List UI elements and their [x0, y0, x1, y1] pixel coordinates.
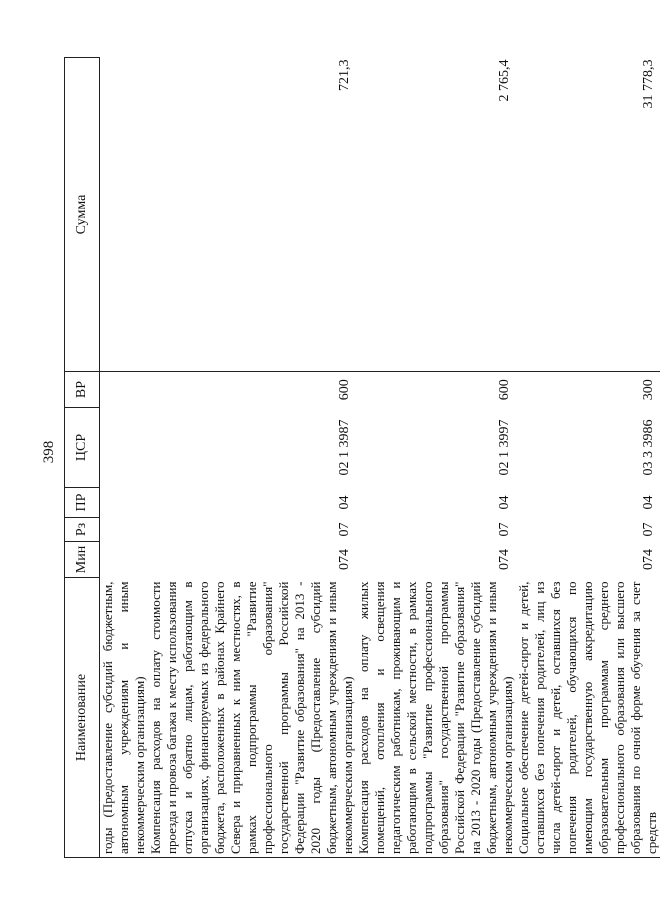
table-header-row: [65, 58, 100, 858]
row-csr: 02 1 3997: [497, 419, 512, 476]
header-name: Наименование: [65, 578, 100, 858]
row-sum: 721,3: [337, 59, 352, 91]
header-vr: ВР: [65, 372, 100, 408]
row-min: 074: [497, 549, 512, 570]
table-row: [100, 58, 149, 858]
row-min: 074: [337, 549, 352, 570]
header-min: Мин: [65, 542, 100, 578]
table-row: [516, 58, 660, 858]
row-pr: [100, 488, 149, 518]
row-csr: 02 1 3987: [337, 419, 352, 476]
row-name-cell: [356, 578, 516, 858]
row-csr: 03 3 3986: [641, 419, 656, 476]
row-pr: 04: [497, 495, 512, 510]
row-vr: 600: [356, 372, 516, 408]
row-pr: 04: [641, 495, 656, 510]
row-sum: 31 778,3: [641, 59, 656, 109]
row-sum: [100, 58, 149, 372]
row-pr: 04: [337, 495, 352, 510]
row-name: Компенсация расходов на оплату стоимости проезда и провоза багажа к месту использования отпуска и обратно лицам, работающим в организациях, финансируемых из федерального бюджета, расположенных в районах Крайнего Севера и приравненных к ним местностях, в рамках подпрограммы "Развитие профессионального образования" государственной программы Российской Федерации "Развитие образования" на 2013 - 2020 годы (Предоставление субсидий бюджетным, автономным учреждениям и иным некоммерческим организациям): [148, 581, 355, 854]
header-pr: ПР: [65, 488, 100, 518]
header-sum: Сумма: [65, 58, 100, 372]
row-name-cell: [148, 578, 356, 858]
row-name: Социальное обеспечение детей-сирот и детей, оставшихся без попечения родителей, лиц из числа детей-сирот и детей, оставшихся без попечения родителей, обучающихся по имеющим государственную аккредитацию образовательным программам среднего профессионального образования или высшего образования по очной форме обучения за счет средств: [516, 581, 659, 854]
row-name: годы (Предоставление субсидий бюджетным, автономным учреждениям и иным некоммерческим организациям): [100, 581, 147, 854]
row-vr: 300: [516, 372, 660, 408]
row-rz: 07: [497, 522, 512, 537]
row-min: [100, 542, 149, 578]
row-name-cell: [100, 578, 149, 858]
budget-table: [64, 57, 660, 858]
row-name-cell: [516, 578, 660, 858]
row-name: Компенсация расходов на оплату жилых помещений, отопления и освещения педагогическим работникам, проживающим и работающим в сельской местности, в рамках подпрограммы "Развитие профессионального образования" государственной программы Российской Федерации "Развитие образования" на 2013 - 2020 годы (Предоставление субсидий бюджетным, автономным учреждениям и иным некоммерческим организациям): [356, 581, 515, 854]
table-row: [148, 58, 356, 858]
row-rz: 07: [641, 522, 656, 537]
row-sum: 2 765,4: [497, 59, 512, 102]
header-csr: ЦСР: [65, 408, 100, 488]
table-row: [356, 58, 516, 858]
page-number: 398: [41, 440, 57, 464]
row-min: 074: [641, 549, 656, 570]
row-vr: [100, 372, 149, 408]
rotated-page-content: [64, 58, 659, 858]
row-csr: [100, 408, 149, 488]
header-rz: Рз: [65, 518, 100, 542]
row-rz: [100, 518, 149, 542]
row-vr: 600: [148, 372, 356, 408]
row-rz: 07: [337, 522, 352, 537]
